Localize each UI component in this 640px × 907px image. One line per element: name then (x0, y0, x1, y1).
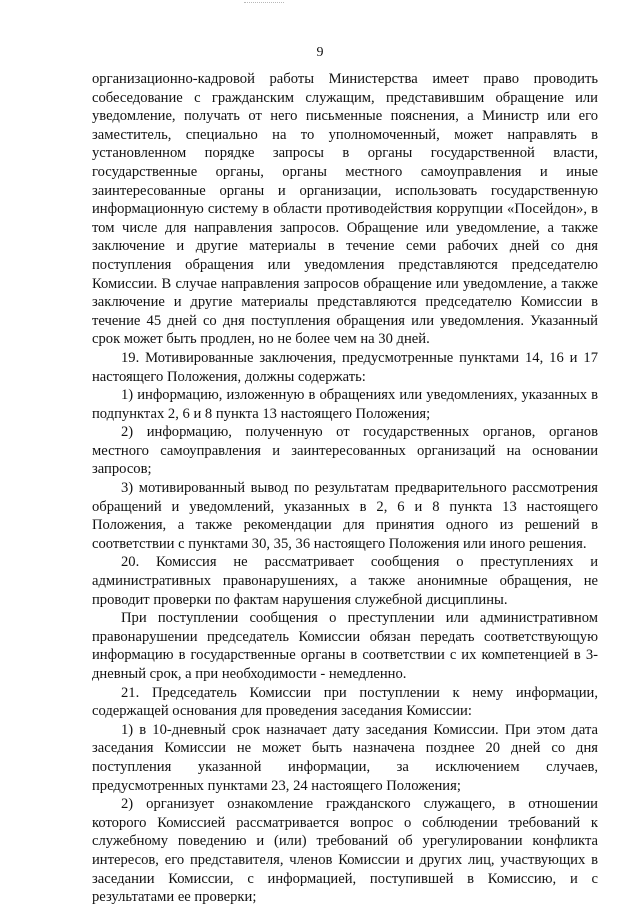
paragraph-item-19-1: 1) информацию, изложенную в обращениях или уведомлениях, указанных в подпунктах 2, 6 и 8 пункта 13 настоящего Положения; (92, 387, 598, 422)
scan-artifact (244, 2, 284, 6)
paragraph-item-20-note: При поступлении сообщения о преступлении или административном правонарушении председатель Комиссии обязан передать соответствующую информацию в государственные органы в соответствии с их компетенцией в 3-дневный срок, а при необходимости - немедленно. (92, 610, 598, 682)
paragraph-item-19-3: 3) мотивированный вывод по результатам предварительного рассмотрения обращений и уведомлений, указанных в 2, 6 и 8 пункта 13 настоящего Положения, а также рекомендации для принятия одного из решений в соответствии с пунктами 30, 35, 36 настоящего Положения или иного решения. (92, 480, 598, 552)
paragraph-item-21-1: 1) в 10-дневный срок назначает дату заседания Комиссии. При этом дата заседания Комиссии не может быть назначена позднее 20 дней со дня поступления указанной информации, за исключением случаев, предусмотренных пунктами 23, 24 настоящего Положения; (92, 721, 598, 794)
paragraph-item-20: 20. Комиссия не рассматривает сообщения о преступлениях и административных правонарушениях, а также анонимные обращения, не проводит проверки по фактам нарушения служебной дисциплины. (92, 554, 598, 608)
paragraph-item-19: 19. Мотивированные заключения, предусмотренные пунктами 14, 16 и 17 настоящего Положения, должны содержать: (92, 349, 598, 385)
document-body (92, 70, 598, 907)
paragraph-item-19-2: 2) информацию, полученную от государственных органов, органов местного самоуправления и заинтересованных организаций на основании запросов; (92, 424, 598, 478)
paragraph-item-21: 21. Председатель Комиссии при поступлении к нему информации, содержащей основания для проведения заседания Комиссии: (92, 684, 598, 720)
page-number: 9 (316, 45, 324, 60)
paragraph-continuation: организационно-кадровой работы Министерства имеет право проводить собеседование с гражданским служащим, представившим обращение или уведомление, получать от него письменные пояснения, а Министр или его заместитель, специально на то уполномоченный, может направлять в установленном порядке запросы в органы государственной власти, государственные органы, органы местного самоуправления и иные заинтересованные органы и организации, использовать государственную информационную систему в области противодействия коррупции «Посейдон», в том числе для направления запросов. Обращение или уведомление, а также заключение и другие материалы в течение семи рабочих дней со дня поступления обращения или уведомления представляются председателю Комиссии. В случае направления запросов обращение или уведомление, а также заключение и другие материалы представляются председателю Комиссии в течение 45 дней со дня поступления обращения или уведомления. Указанный срок может быть продлен, но не более чем на 30 дней. (92, 71, 598, 348)
paragraph-item-21-2: 2) организует ознакомление гражданского служащего, в отношении которого Комиссией рассматривается вопрос о соблюдении требований к служебному поведению и (или) требований об урегулировании конфликта интересов, его представителя, членов Комиссии и других лиц, участвующих в заседании Комиссии, с информацией, поступившей в Комиссию, и с результатами ее проверки; (92, 796, 598, 906)
